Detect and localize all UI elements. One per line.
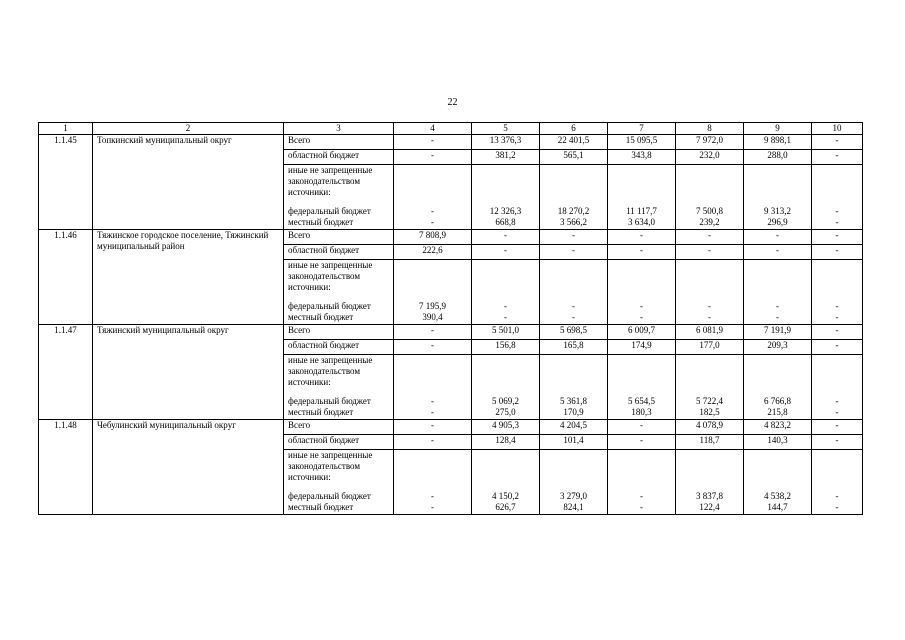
value-cell: - <box>608 298 676 312</box>
value-cell <box>540 165 608 204</box>
value-cell: - <box>608 245 676 260</box>
value-cell: - <box>608 488 676 502</box>
column-number: 9 <box>744 123 812 135</box>
value-cell <box>472 260 540 299</box>
value-cell: 4 204,5 <box>540 420 608 435</box>
value-cell: 343,8 <box>608 150 676 165</box>
value-cell: - <box>608 435 676 450</box>
table-row <box>39 420 863 435</box>
municipality-name: Тяжинское городское поселение, Тяжинский муниципальный район <box>93 230 284 325</box>
column-number: 6 <box>540 123 608 135</box>
value-cell: 12 326,3 <box>472 203 540 217</box>
funding-source-label: местный бюджет <box>284 502 394 515</box>
value-cell <box>744 260 812 299</box>
value-cell <box>812 355 863 394</box>
value-cell <box>608 450 676 489</box>
value-cell: - <box>812 230 863 245</box>
item-code: 1.1.46 <box>39 230 93 325</box>
value-cell: 3 837,8 <box>676 488 744 502</box>
value-cell <box>608 260 676 299</box>
value-cell: - <box>472 312 540 325</box>
value-cell: 209,3 <box>744 340 812 355</box>
value-cell: 122,4 <box>676 502 744 515</box>
value-cell: - <box>608 312 676 325</box>
value-cell: 174,9 <box>608 340 676 355</box>
value-cell: 288,0 <box>744 150 812 165</box>
value-cell: - <box>812 298 863 312</box>
value-cell: - <box>540 312 608 325</box>
value-cell: - <box>394 150 472 165</box>
value-cell: 11 117,7 <box>608 203 676 217</box>
value-cell <box>812 165 863 204</box>
value-cell <box>744 355 812 394</box>
value-cell: - <box>812 217 863 230</box>
value-cell: - <box>540 298 608 312</box>
value-cell <box>676 355 744 394</box>
value-cell: - <box>744 312 812 325</box>
value-cell: 7 500,8 <box>676 203 744 217</box>
value-cell: 5 698,5 <box>540 325 608 340</box>
funding-source-label: областной бюджет <box>284 245 394 260</box>
value-cell: 5 654,5 <box>608 393 676 407</box>
value-cell: - <box>608 502 676 515</box>
value-cell: - <box>472 245 540 260</box>
value-cell <box>676 450 744 489</box>
value-cell: - <box>676 298 744 312</box>
value-cell: - <box>540 230 608 245</box>
value-cell: - <box>744 245 812 260</box>
page-number: 22 <box>447 97 458 108</box>
value-cell: 118,7 <box>676 435 744 450</box>
value-cell: - <box>676 245 744 260</box>
funding-source-label: местный бюджет <box>284 217 394 230</box>
value-cell: 7 195,9 <box>394 298 472 312</box>
funding-source-label: федеральный бюджет <box>284 488 394 502</box>
value-cell: - <box>394 340 472 355</box>
funding-source-label: федеральный бюджет <box>284 203 394 217</box>
value-cell: - <box>812 203 863 217</box>
value-cell: 381,2 <box>472 150 540 165</box>
value-cell: - <box>812 150 863 165</box>
value-cell: - <box>394 217 472 230</box>
value-cell: 824,1 <box>540 502 608 515</box>
value-cell: 565,1 <box>540 150 608 165</box>
value-cell: 6 009,7 <box>608 325 676 340</box>
value-cell: - <box>812 407 863 420</box>
value-cell: 101,4 <box>540 435 608 450</box>
value-cell: 128,4 <box>472 435 540 450</box>
value-cell: 9 313,2 <box>744 203 812 217</box>
item-code: 1.1.47 <box>39 325 93 420</box>
value-cell: - <box>472 298 540 312</box>
value-cell <box>472 165 540 204</box>
value-cell <box>394 260 472 299</box>
table-row <box>39 325 863 340</box>
funding-source-label: Всего <box>284 420 394 435</box>
value-cell: 18 270,2 <box>540 203 608 217</box>
value-cell: - <box>394 135 472 150</box>
value-cell: 6 081,9 <box>676 325 744 340</box>
value-cell: - <box>812 340 863 355</box>
value-cell: - <box>812 325 863 340</box>
value-cell: 4 078,9 <box>676 420 744 435</box>
value-cell: 182,5 <box>676 407 744 420</box>
value-cell: - <box>394 407 472 420</box>
funding-source-label: местный бюджет <box>284 312 394 325</box>
value-cell: - <box>812 245 863 260</box>
value-cell: 3 634,0 <box>608 217 676 230</box>
funding-source-label: иные не запрещенные законодательством источники: <box>284 355 394 394</box>
value-cell: 140,3 <box>744 435 812 450</box>
item-code: 1.1.45 <box>39 135 93 230</box>
funding-source-label: областной бюджет <box>284 340 394 355</box>
value-cell: - <box>812 312 863 325</box>
value-cell: - <box>394 502 472 515</box>
funding-source-label: местный бюджет <box>284 407 394 420</box>
funding-source-label: иные не запрещенные законодательством источники: <box>284 260 394 299</box>
value-cell: - <box>744 230 812 245</box>
value-cell: - <box>812 420 863 435</box>
funding-source-label: Всего <box>284 325 394 340</box>
municipality-name: Чебулинский муниципальный округ <box>93 420 284 515</box>
value-cell: 4 538,2 <box>744 488 812 502</box>
municipality-name: Тяжинский муниципальный округ <box>93 325 284 420</box>
value-cell: 156,8 <box>472 340 540 355</box>
value-cell: - <box>394 325 472 340</box>
value-cell: 5 722,4 <box>676 393 744 407</box>
value-cell: 222,6 <box>394 245 472 260</box>
value-cell <box>540 450 608 489</box>
value-cell: 9 898,1 <box>744 135 812 150</box>
value-cell: 5 361,8 <box>540 393 608 407</box>
value-cell: - <box>676 312 744 325</box>
column-number: 3 <box>284 123 394 135</box>
funding-source-label: областной бюджет <box>284 150 394 165</box>
budget-table-body <box>39 123 863 515</box>
value-cell: 296,9 <box>744 217 812 230</box>
value-cell: 13 376,3 <box>472 135 540 150</box>
value-cell: - <box>812 488 863 502</box>
value-cell: 668,8 <box>472 217 540 230</box>
column-number: 8 <box>676 123 744 135</box>
value-cell: 5 501,0 <box>472 325 540 340</box>
value-cell: 7 808,9 <box>394 230 472 245</box>
value-cell: 3 279,0 <box>540 488 608 502</box>
column-number: 10 <box>812 123 863 135</box>
value-cell <box>608 165 676 204</box>
value-cell: 170,9 <box>540 407 608 420</box>
value-cell: - <box>812 393 863 407</box>
value-cell: 275,0 <box>472 407 540 420</box>
value-cell: 4 823,2 <box>744 420 812 435</box>
funding-source-label: Всего <box>284 230 394 245</box>
value-cell <box>540 260 608 299</box>
value-cell: - <box>394 420 472 435</box>
table-row <box>39 230 863 245</box>
value-cell: 22 401,5 <box>540 135 608 150</box>
value-cell: 165,8 <box>540 340 608 355</box>
value-cell: - <box>472 230 540 245</box>
budget-table <box>38 122 863 515</box>
value-cell: - <box>608 420 676 435</box>
value-cell: 4 905,3 <box>472 420 540 435</box>
value-cell: 215,8 <box>744 407 812 420</box>
funding-source-label: иные не запрещенные законодательством источники: <box>284 450 394 489</box>
value-cell <box>812 450 863 489</box>
funding-source-label: иные не запрещенные законодательством источники: <box>284 165 394 204</box>
value-cell: - <box>676 230 744 245</box>
value-cell: - <box>394 393 472 407</box>
value-cell: - <box>812 435 863 450</box>
value-cell: 7 972,0 <box>676 135 744 150</box>
column-number: 7 <box>608 123 676 135</box>
value-cell <box>744 450 812 489</box>
value-cell: 15 095,5 <box>608 135 676 150</box>
column-number: 2 <box>93 123 284 135</box>
value-cell: - <box>540 245 608 260</box>
municipality-name: Топкинский муниципальный округ <box>93 135 284 230</box>
value-cell <box>812 260 863 299</box>
funding-source-label: федеральный бюджет <box>284 298 394 312</box>
value-cell: 390,4 <box>394 312 472 325</box>
item-code: 1.1.48 <box>39 420 93 515</box>
value-cell: 6 766,8 <box>744 393 812 407</box>
column-number: 1 <box>39 123 93 135</box>
value-cell <box>744 165 812 204</box>
value-cell: 177,0 <box>676 340 744 355</box>
value-cell <box>472 450 540 489</box>
value-cell: - <box>812 502 863 515</box>
value-cell: 7 191,9 <box>744 325 812 340</box>
funding-source-label: федеральный бюджет <box>284 393 394 407</box>
value-cell: - <box>608 230 676 245</box>
value-cell <box>608 355 676 394</box>
value-cell <box>394 450 472 489</box>
funding-source-label: Всего <box>284 135 394 150</box>
value-cell <box>394 355 472 394</box>
column-number: 4 <box>394 123 472 135</box>
value-cell: - <box>394 488 472 502</box>
value-cell <box>540 355 608 394</box>
value-cell: 4 150,2 <box>472 488 540 502</box>
value-cell: - <box>744 298 812 312</box>
value-cell: - <box>394 203 472 217</box>
value-cell: - <box>812 135 863 150</box>
value-cell: 3 566,2 <box>540 217 608 230</box>
value-cell: 232,0 <box>676 150 744 165</box>
value-cell: 144,7 <box>744 502 812 515</box>
value-cell <box>394 165 472 204</box>
value-cell <box>676 260 744 299</box>
value-cell: 239,2 <box>676 217 744 230</box>
value-cell <box>676 165 744 204</box>
value-cell <box>472 355 540 394</box>
table-row <box>39 135 863 150</box>
funding-source-label: областной бюджет <box>284 435 394 450</box>
value-cell: 626,7 <box>472 502 540 515</box>
column-number: 5 <box>472 123 540 135</box>
value-cell: 180,3 <box>608 407 676 420</box>
value-cell: 5 069,2 <box>472 393 540 407</box>
value-cell: - <box>394 435 472 450</box>
column-number-row <box>39 123 863 135</box>
